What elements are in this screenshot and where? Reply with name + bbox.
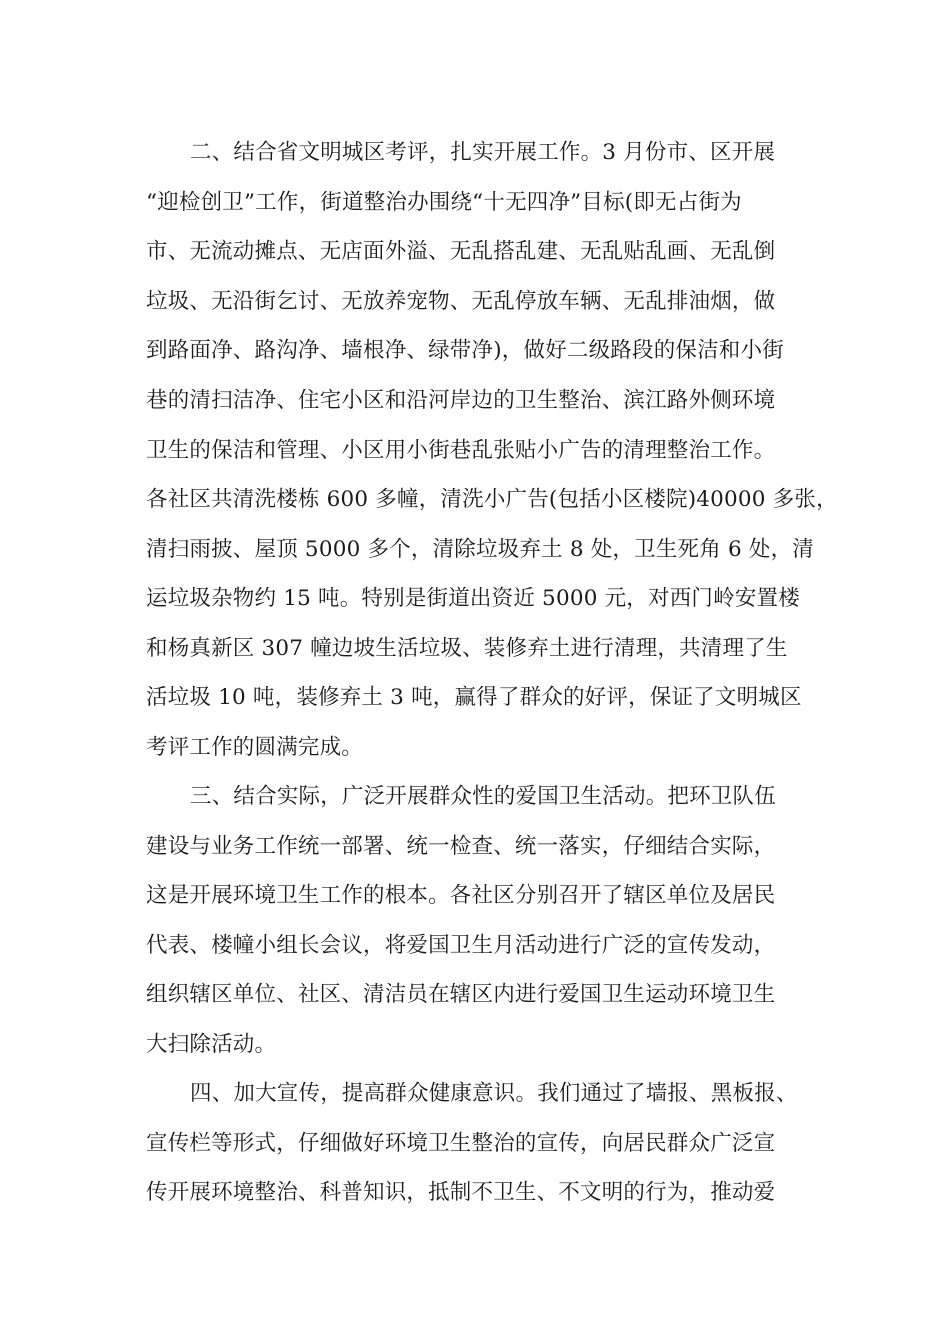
paragraph-2-line-12: 活垃圾 10 吨，装修弃土 3 吨，赢得了群众的好评，保证了文明城区 [146,685,802,710]
paragraph-3-line-2: 建设与业务工作统一部署、统一检查、统一落实，仔细结合实际， [146,834,776,859]
paragraph-3-line-1: 三、结合实际，广泛开展群众性的爱国卫生活动。把环卫队伍 [190,784,776,809]
paragraph-4-line-1: 四、加大宣传，提高群众健康意识。我们通过了墙报、黑板报、 [190,1081,798,1106]
paragraph-2-line-5: 到路面净、路沟净、墙根净、绿带净)，做好二级路段的保洁和小街 [146,338,784,363]
paragraph-2-line-1: 二、结合省文明城区考评，扎实开展工作。3 月份市、区开展 [190,140,776,165]
paragraph-2-line-11: 和杨真新区 307 幢边坡生活垃圾、装修弃土进行清理，共清理了生 [146,636,788,661]
paragraph-2-line-13: 考评工作的圆满完成。 [146,735,364,760]
paragraph-2-line-9: 清扫雨披、屋顶 5000 多个，清除垃圾弃土 8 处，卫生死角 6 处，清 [146,537,814,562]
paragraph-3-line-5: 组织辖区单位、社区、清洁员在辖区内进行爱国卫生运动环境卫生 [146,982,776,1007]
paragraph-3-line-4: 代表、楼幢小组长会议，将爱国卫生月活动进行广泛的宣传发动， [146,933,776,958]
paragraph-3-line-3: 这是开展环境卫生工作的根本。各社区分别召开了辖区单位及居民 [146,883,776,908]
paragraph-2-line-8: 各社区共清洗楼栋 600 多幢，清洗小广告(包括小区楼院)40000 多张， [146,487,838,512]
paragraph-2-line-2: “迎检创卫”工作，街道整治办围绕“十无四净”目标(即无占街为 [146,190,742,215]
paragraph-2-line-7: 卫生的保洁和管理、小区用小街巷乱张贴小广告的清理整治工作。 [146,438,776,463]
paragraph-3-line-6: 大扫除活动。 [146,1032,277,1057]
paragraph-4-line-2: 宣传栏等形式，仔细做好环境卫生整治的宣传，向居民群众广泛宣 [146,1131,776,1156]
paragraph-2-line-4: 垃圾、无沿街乞讨、无放养宠物、无乱停放车辆、无乱排油烟，做 [146,289,776,314]
paragraph-2-line-6: 巷的清扫洁净、住宅小区和沿河岸边的卫生整治、滨江路外侧环境 [146,388,776,413]
paragraph-2-line-3: 市、无流动摊点、无店面外溢、无乱搭乱建、无乱贴乱画、无乱倒 [146,239,776,264]
paragraph-4-line-3: 传开展环境整治、科普知识，抵制不卫生、不文明的行为，推动爱 [146,1180,776,1205]
paragraph-2-line-10: 运垃圾杂物约 15 吨。特别是街道出资近 5000 元，对西门岭安置楼 [146,586,800,611]
